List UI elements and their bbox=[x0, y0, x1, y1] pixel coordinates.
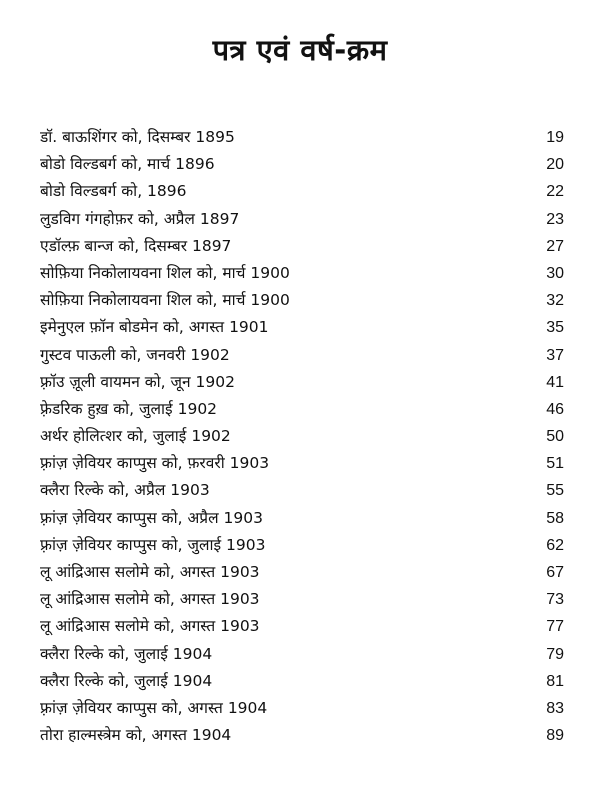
toc-entry-label: फ़्रांज़ ज़ेवियर काप्पुस को, फ़रवरी 1903 bbox=[40, 454, 270, 473]
toc-entry-label: तोरा हाल्मस्त्रेम को, अगस्त 1904 bbox=[40, 726, 232, 745]
toc-entry bbox=[40, 477, 564, 504]
toc-entry-page-number: 81 bbox=[546, 672, 564, 690]
toc-entry-page-number: 89 bbox=[546, 727, 564, 745]
toc-entry-page-number: 62 bbox=[546, 536, 564, 554]
toc-entry bbox=[40, 151, 564, 178]
toc-entry-page-number: 32 bbox=[546, 292, 564, 310]
toc-entry bbox=[40, 369, 564, 396]
toc-entry bbox=[40, 260, 564, 287]
toc-entry-page-number: 20 bbox=[546, 156, 564, 174]
toc-entry bbox=[40, 613, 564, 640]
toc-entry bbox=[40, 532, 564, 559]
toc-entry bbox=[40, 695, 564, 722]
toc-entry-label: गुस्टव पाऊली को, जनवरी 1902 bbox=[40, 345, 230, 364]
toc-entry bbox=[40, 505, 564, 532]
toc-entry-page-number: 37 bbox=[546, 346, 564, 364]
toc-entry-label: एडॉल्फ़ बान्ज को, दिसम्बर 1897 bbox=[40, 236, 232, 255]
toc-entry-page-number: 79 bbox=[546, 645, 564, 663]
page-title: पत्र एवं वर्ष-क्रम bbox=[212, 33, 388, 67]
toc-entry bbox=[40, 396, 564, 423]
toc-entry-page-number: 22 bbox=[546, 183, 564, 201]
toc-entry bbox=[40, 423, 564, 450]
toc-entry-page-number: 73 bbox=[546, 591, 564, 609]
toc-entry-label: फ़्रांज़ ज़ेवियर काप्पुस को, जुलाई 1903 bbox=[40, 535, 266, 554]
toc-entry-label: सोफ़िया निकोलायवना शिल को, मार्च 1900 bbox=[40, 263, 290, 282]
toc-entry bbox=[40, 722, 564, 749]
toc-entry bbox=[40, 178, 564, 205]
toc-entry bbox=[40, 450, 564, 477]
toc-entry bbox=[40, 206, 564, 233]
toc-entry bbox=[40, 559, 564, 586]
toc-entry-label: क्लैरा रिल्के को, जुलाई 1904 bbox=[40, 671, 213, 690]
toc-entry-page-number: 27 bbox=[546, 237, 564, 255]
toc-entry-label: बोडो विल्डबर्ग को, 1896 bbox=[40, 182, 187, 201]
toc-entry bbox=[40, 314, 564, 341]
toc-entry-page-number: 51 bbox=[546, 455, 564, 473]
toc-entry-page-number: 35 bbox=[546, 319, 564, 337]
toc-entry bbox=[40, 668, 564, 695]
toc-entry-page-number: 77 bbox=[546, 618, 564, 636]
toc-entry-label: फ़्रांज़ ज़ेवियर काप्पुस को, अप्रैल 1903 bbox=[40, 508, 264, 527]
toc-entry-label: फ़्रॉउ ज़ूली वायमन को, जून 1902 bbox=[40, 372, 236, 391]
toc-entry-label: लुडविग गंगहोफ़र को, अप्रैल 1897 bbox=[40, 209, 240, 228]
toc-entry-label: फ़्रांज़ ज़ेवियर काप्पुस को, अगस्त 1904 bbox=[40, 698, 268, 717]
toc-entry-page-number: 46 bbox=[546, 400, 564, 418]
toc-entry-label: क्लैरा रिल्के को, अप्रैल 1903 bbox=[40, 481, 210, 500]
toc-entry-page-number: 83 bbox=[546, 699, 564, 717]
toc-entry-page-number: 55 bbox=[546, 482, 564, 500]
toc-entry-page-number: 19 bbox=[546, 129, 564, 146]
toc-entry bbox=[40, 342, 564, 369]
toc-entry-page-number: 30 bbox=[546, 264, 564, 282]
toc-entry-label: लू आंद्रिआस सलोमे को, अगस्त 1903 bbox=[40, 563, 260, 581]
toc-entry-label: फ़्रेडरिक हुख़ को, जुलाई 1902 bbox=[40, 399, 218, 418]
toc-entry-label: डॉ. बाऊशिंगर को, दिसम्बर 1895 bbox=[40, 128, 235, 146]
toc-entry bbox=[40, 586, 564, 613]
toc-entry-page-number: 58 bbox=[546, 509, 564, 527]
toc-entry bbox=[40, 124, 564, 151]
table-of-contents bbox=[40, 124, 564, 749]
toc-entry-label: सोफ़िया निकोलायवना शिल को, मार्च 1900 bbox=[40, 291, 290, 310]
toc-entry-label: बोडो विल्डबर्ग को, मार्च 1896 bbox=[40, 155, 215, 174]
toc-entry-label: लू आंद्रिआस सलोमे को, अगस्त 1903 bbox=[40, 617, 260, 636]
toc-entry-page-number: 23 bbox=[546, 210, 564, 228]
toc-entry-label: लू आंद्रिआस सलोमे को, अगस्त 1903 bbox=[40, 590, 260, 609]
toc-entry-label: इमेनुएल फ़ॉन बोडमेन को, अगस्त 1901 bbox=[40, 318, 269, 337]
toc-entry bbox=[40, 233, 564, 260]
toc-entry-label: क्लैरा रिल्के को, जुलाई 1904 bbox=[40, 644, 213, 663]
toc-entry-page-number: 50 bbox=[546, 428, 564, 446]
toc-entry-page-number: 41 bbox=[546, 373, 564, 391]
toc-entry bbox=[40, 641, 564, 668]
toc-entry bbox=[40, 287, 564, 314]
toc-entry-page-number: 67 bbox=[546, 564, 564, 581]
toc-entry-label: अर्थर होलित्शर को, जुलाई 1902 bbox=[40, 427, 231, 446]
